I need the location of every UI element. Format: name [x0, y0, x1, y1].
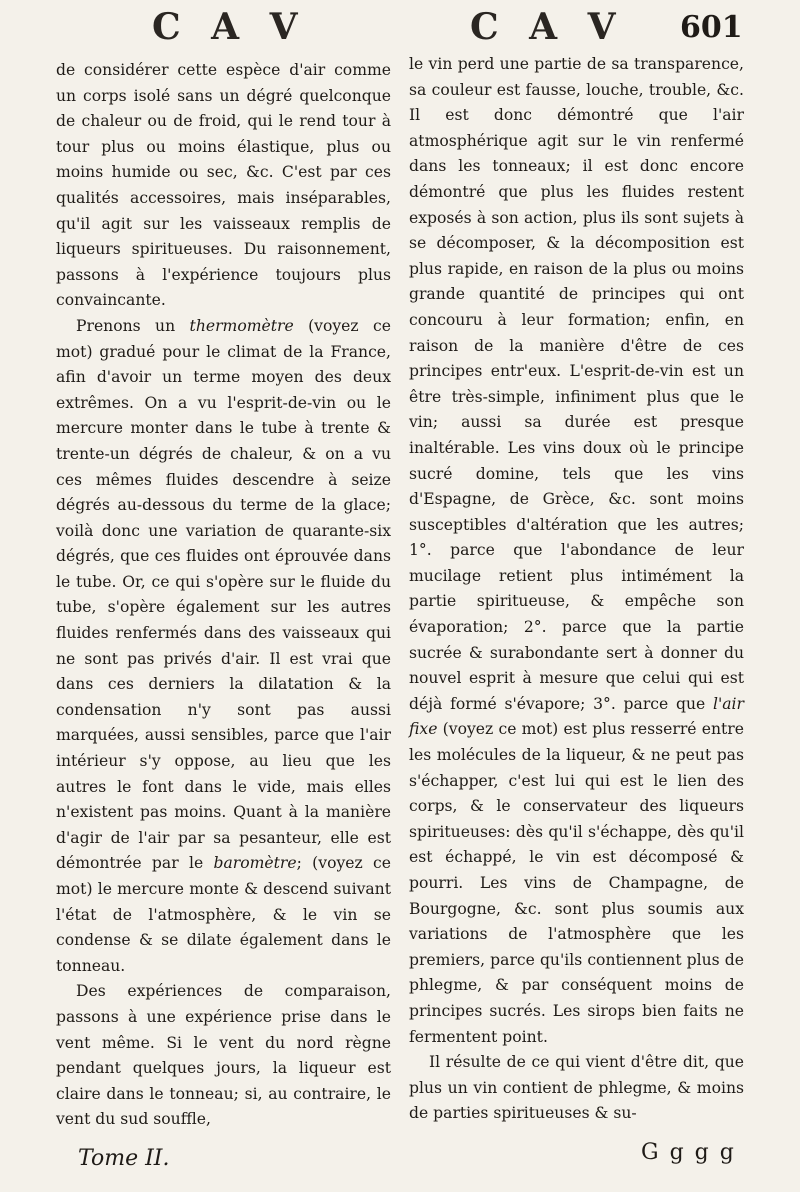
term-thermometre: thermomètre	[189, 316, 294, 335]
running-head-left: C A V	[152, 6, 307, 48]
term-air-fixe: l'air fixe	[409, 694, 744, 739]
term-barometre: baromètre	[213, 854, 297, 873]
left-column	[56, 58, 391, 1133]
right-column	[409, 52, 744, 1127]
left-paragraph-3: Des expériences de comparaison, passons à une expérience prise dans le vent même. Si le vent du nord règne pendant quelques jours, la liqueur est claire dans le tonneau; si, au contraire, le vent du sud souffle,	[56, 982, 391, 1129]
left-paragraph-2: Prenons un thermomètre (voyez ce mot) gradué pour le climat de la France, afin d'avoir un terme moyen des deux extrêmes. On a vu l'esprit-de-vin ou le mercure monter dans le tube à trente & trente-un dégrés de chaleur, & on a vu ces mêmes fluides descendre à seize dégrés au-dessous du terme de la glace; voilà donc une variation de quarante-six dégrés, que ces fluides ont éprouvée dans le tube. Or, ce qui s'opère sur le fluide du tube, s'opère également sur les autres fluides renfermés dans des vaisseaux qui ne sont pas privés d'air. Il est vrai que dans ces derniers la dilatation & la condensation n'y sont pas aussi marquées, aussi sensibles, parce que l'air intérieur s'y oppose, au lieu que les autres le font dans le vide, mais elles n'existent pas moins. Quant à la manière d'agir de l'air par sa pesanteur, elle est démontrée par le baromètre; (voyez ce mot) le mercure monte & descend suivant l'état de l'atmosphère, & le vin se condense & se dilate également dans le tonneau.	[56, 316, 391, 975]
signature-mark: G g g g	[641, 1140, 736, 1165]
right-paragraph-2: Il résulte de ce qui vient d'être dit, que plus un vin contient de phlegme, & moins de parties spiritueuses & su-	[409, 1053, 744, 1123]
volume-label: Tome II.	[78, 1146, 170, 1171]
right-paragraph-1: le vin perd une partie de sa transparence, sa couleur est fausse, louche, trouble, &c. Il est donc démontré que l'air atmosphérique agit sur le vin renfermé dans les tonneaux; il est donc encore démontré que plus les fluides restent exposés à son action, plus ils sont sujets à se décomposer, & la décomposition est plus rapide, en raison de la plus ou moins grande quantité de principes qui ont concouru à leur formation; enfin, en raison de la manière d'être de ces principes entr'eux. L'esprit-de-vin est un être très-simple, infiniment plus que le vin; aussi sa durée est presque inaltérable. Les vins doux où le principe sucré domine, tels que les vins d'Espagne, de Grèce, &c. sont moins susceptibles d'altération que les autres; 1°. parce que l'abondance de leur mucilage retient plus intimément la partie spiritueuse, & empêche son évaporation; 2°. parce que la partie sucrée & surabondante sert à donner du nouvel esprit à mesure que celui qui est déjà formé s'évapore; 3°. parce que l'air fixe (voyez ce mot) est plus resserré entre les molécules de la liqueur, & ne peut pas s'échapper, c'est lui qui est le lien des corps, & le conservateur des liqueurs spiritueuses: dès qu'il s'échappe, dès qu'il est échappé, le vin est décomposé & pourri. Les vins de Champagne, de Bourgogne, &c. sont plus soumis aux variations de l'atmosphère que les premiers, parce qu'ils contiennent plus de phlegme, & par conséquent moins de principes sucrés. Les sirops bien faits ne fermentent point.	[409, 55, 744, 1046]
running-head-right: C A V	[470, 6, 625, 48]
left-paragraph-1: de considérer cette espèce d'air comme un corps isolé sans un dégré quelconque de chaleur ou de froid, qui le rend tour à tour plus ou moins élastique, plus ou moins humide ou sec, &c. C'est par ces qualités accessoires, mais inséparables, qu'il agit sur les vaisseaux remplis de liqueurs spiritueuses. Du raisonnement, passons à l'expérience toujours plus convaincante.	[56, 61, 391, 310]
page-number: 601	[680, 10, 743, 45]
